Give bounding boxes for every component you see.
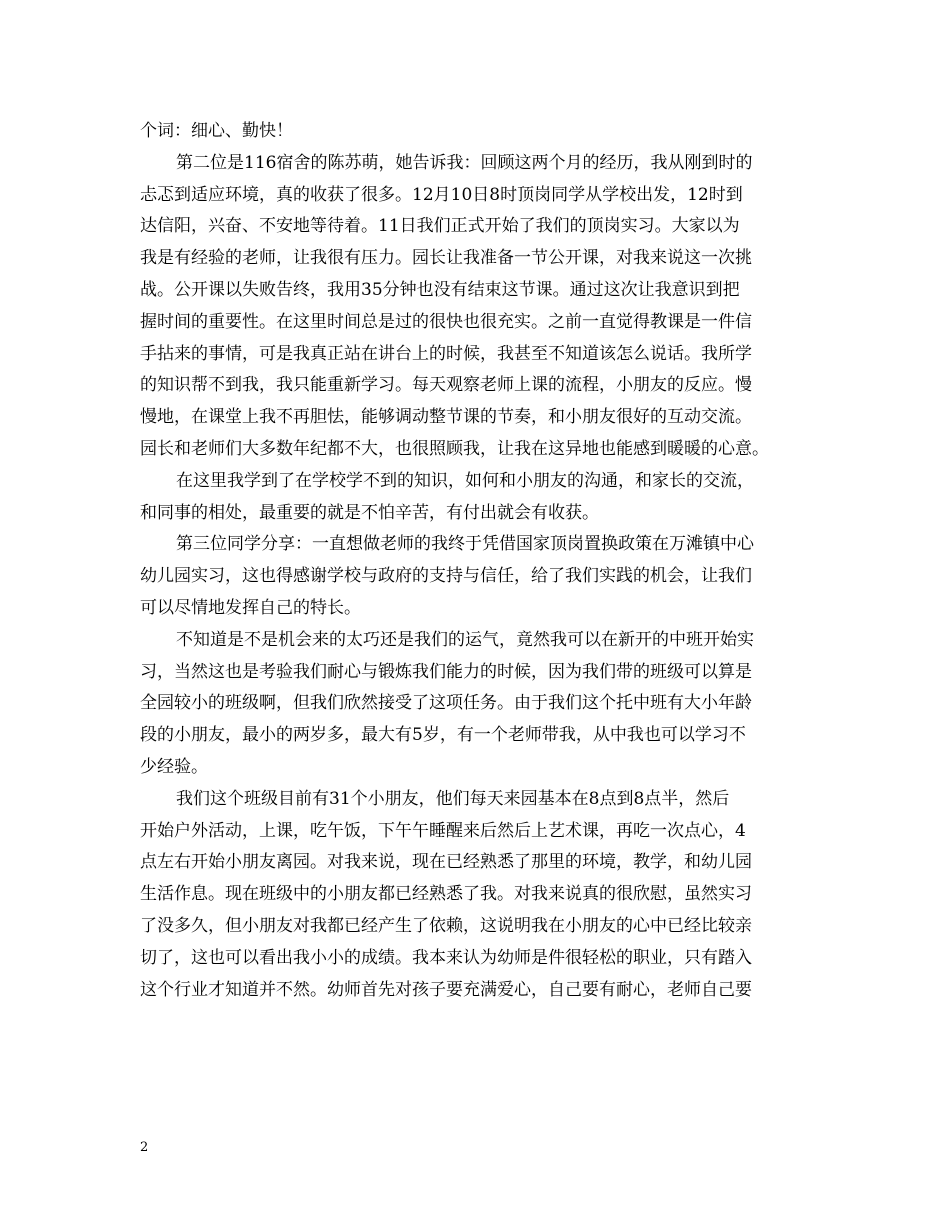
- text-line: 习，当然这也是考验我们耐心与锻炼我们能力的时候，因为我们带的班级可以算是: [140, 661, 752, 682]
- text-line: 幼儿园实习，这也得感谢学校与政府的支持与信任，给了我们实践的机会，让我们: [140, 566, 752, 587]
- text-line: 手拈来的事情，可是我真正站在讲台上的时候，我甚至不知道该怎么说话。我所学: [140, 343, 752, 364]
- text-line: 慢地，在课堂上我不再胆怯，能够调动整节课的节奏，和小朋友很好的互动交流。: [140, 407, 752, 428]
- text-line: 园长和老师们大多数年纪都不大，也很照顾我，让我在这异地也能感到暖暖的心意。: [140, 438, 769, 459]
- page-number: 2: [140, 1140, 149, 1155]
- text-line: 点左右开始小朋友离园。对我来说，现在已经熟悉了那里的环境，教学，和幼儿园: [140, 852, 752, 873]
- text-line: 生活作息。现在班级中的小朋友都已经熟悉了我。对我来说真的很欣慰，虽然实习: [140, 884, 752, 905]
- text-line: 这个行业才知道并不然。幼师首先对孩子要充满爱心，自己要有耐心，老师自己要: [140, 979, 752, 1000]
- text-line: 在这里我学到了在学校学不到的知识，如何和小朋友的沟通，和家长的交流，: [176, 470, 754, 491]
- text-line: 了没多久，但小朋友对我都已经产生了依赖，这说明我在小朋友的心中已经比较亲: [140, 915, 752, 936]
- text-line: 不知道是不是机会来的太巧还是我们的运气，竟然我可以在新开的中班开始实: [176, 629, 754, 650]
- text-line: 握时间的重要性。在这里时间总是过的很快也很充实。之前一直觉得教课是一件信: [140, 311, 752, 332]
- text-line: 个词：细心、勤快！: [140, 121, 293, 141]
- text-line: 开始户外活动，上课，吃午饭，下午午睡醒来后然后上艺术课，再吃一次点心，4: [140, 820, 746, 841]
- text-line: 达信阳，兴奋、不安地等待着。11日我们正式开始了我们的顶岗实习。大家以为: [140, 216, 740, 237]
- body-text: [140, 116, 830, 1006]
- text-line: 我是有经验的老师，让我很有压力。园长让我准备一节公开课，对我来说这一次挑: [140, 248, 752, 269]
- text-line: 全园较小的班级啊，但我们欣然接受了这项任务。由于我们这个托中班有大小年龄: [140, 693, 752, 714]
- text-line: 段的小朋友，最小的两岁多，最大有5岁，有一个老师带我，从中我也可以学习不: [140, 725, 746, 746]
- text-line: 的知识帮不到我，我只能重新学习。每天观察老师上课的流程，小朋友的反应。慢: [140, 375, 752, 396]
- text-line: 我们这个班级目前有31个小朋友，他们每天来园基本在8点到8点半，然后: [176, 788, 730, 809]
- text-line: 忐忑到适应环境，真的收获了很多。12月10日8时顶岗同学从学校出发，12时到: [140, 184, 743, 205]
- text-line: 可以尽情地发挥自己的特长。: [140, 597, 361, 618]
- text-line: 少经验。: [140, 756, 208, 777]
- text-line: 第三位同学分享：一直想做老师的我终于凭借国家顶岗置换政策在万滩镇中心: [176, 534, 754, 555]
- text-line: 和同事的相处，最重要的就是不怕辛苦，有付出就会有收获。: [140, 502, 599, 523]
- text-line: 战。公开课以失败告终，我用35分钟也没有结束这节课。通过这次让我意识到把: [140, 279, 740, 300]
- text-line: 第二位是116宿舍的陈苏萌，她告诉我：回顾这两个月的经历，我从刚到时的: [176, 152, 753, 173]
- text-line: 切了，这也可以看出我小小的成绩。我本来认为幼师是件很轻松的职业，只有踏入: [140, 947, 752, 968]
